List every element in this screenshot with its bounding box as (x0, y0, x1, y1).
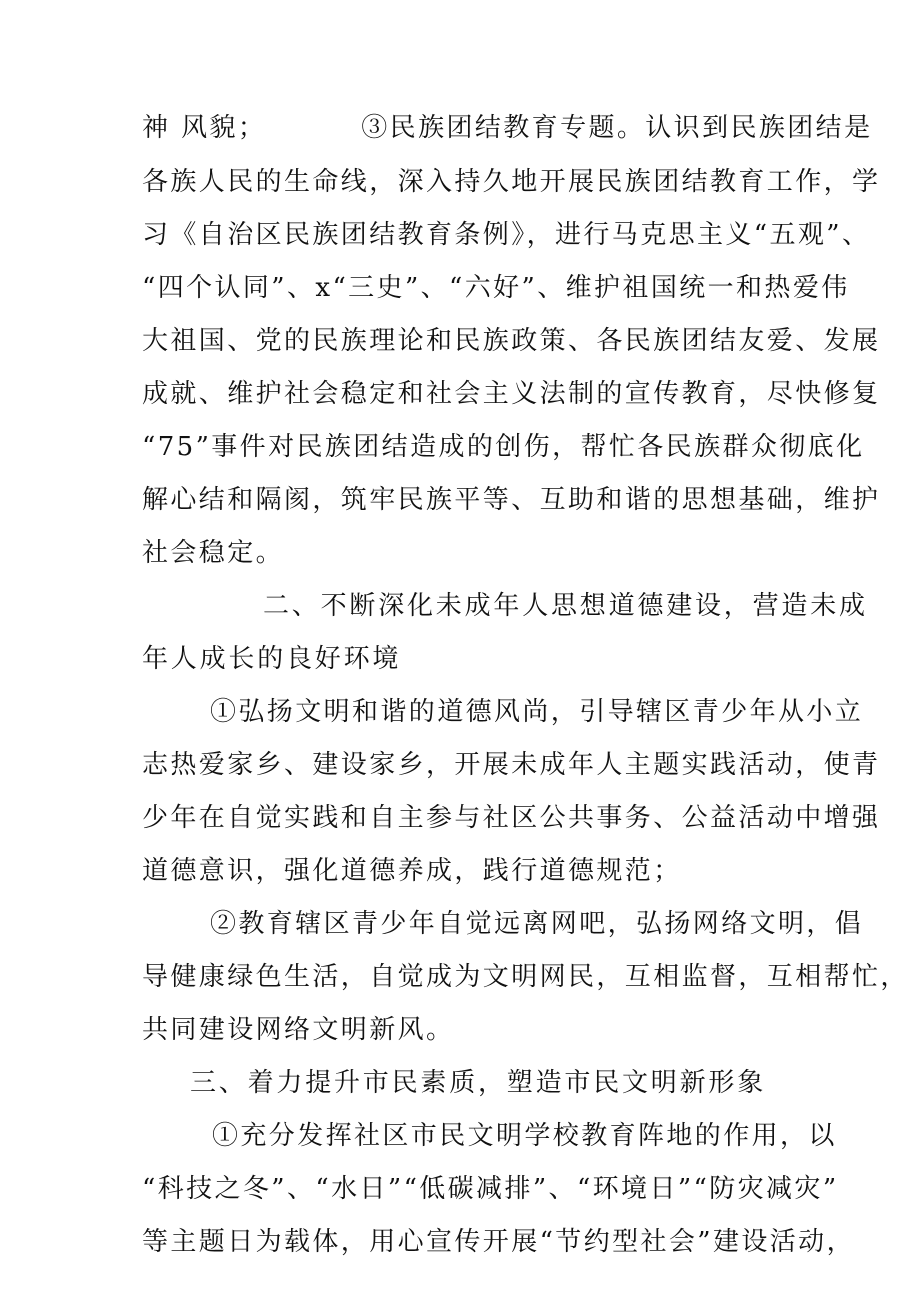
text-line-8: 解心结和隔阂，筑牢民族平等、互助和谐的思想基础，维护 (142, 485, 881, 515)
section-heading-2-line-1: 二、不断深化未成年人思想道德建设，营造未成 (263, 591, 868, 621)
text-line-14: 少年在自觉实践和自主参与社区公共事务、公益活动中增强 (142, 803, 881, 833)
text-line-12: ①弘扬文明和谐的道德风尚，引导辖区青少年从小立 (210, 697, 864, 727)
text-line-18: 共同建设网络文明新风。 (142, 1015, 455, 1045)
text-line-22: 等主题日为载体，用心宣传开展“节约型社会”建设活动， (142, 1227, 855, 1257)
text-line-20: ①充分发挥社区市民文明学校教育阵地的作用，以 (212, 1121, 837, 1151)
line-1-prefix: 神 风貌； (142, 113, 267, 143)
text-line-3: 习《自治区民族团结教育条例》，进行马克思主义“五观”、 (142, 220, 871, 250)
text-line-16: ②教育辖区青少年自觉远离网吧，弘扬网络文明，倡 (210, 909, 864, 939)
text-line-5: 大祖国、党的民族理论和民族政策、各民族团结友爱、发展 (142, 326, 881, 356)
text-line-4: “四个认同”、x“三史”、“六好”、维护祖国统一和热爱伟 (142, 273, 850, 303)
line-1-text: ③民族团结教育专题。认识到民族团结是 (361, 113, 873, 143)
text-line-13: 志热爱家乡、建设家乡，开展未成年人主题实践活动，使青 (142, 750, 881, 780)
section-heading-3: 三、着力提升市民素质，塑造市民文明新形象 (190, 1068, 767, 1098)
text-line-6: 成就、维护社会稳定和社会主义法制的宣传教育，尽快修复 (142, 379, 881, 409)
text-line-2: 各族人民的生命线，深入持久地开展民族团结教育工作，学 (142, 167, 881, 197)
text-line-7: “75”事件对民族团结造成的创伤，帮忙各民族群众彻底化 (142, 432, 865, 462)
text-line-21: “科技之冬”、“水日”“低碳减排”、“环境日”“防灾减灾” (142, 1174, 839, 1204)
section-heading-2-line-2: 年人成长的良好环境 (142, 644, 402, 674)
text-line-9: 社会稳定。 (142, 538, 285, 568)
text-line-15: 道德意识，强化道德养成，践行道德规范； (142, 856, 682, 886)
text-line-17: 导健康绿色生活，自觉成为文明网民，互相监督，互相帮忙， (142, 962, 909, 992)
text-line-1 (142, 108, 873, 148)
